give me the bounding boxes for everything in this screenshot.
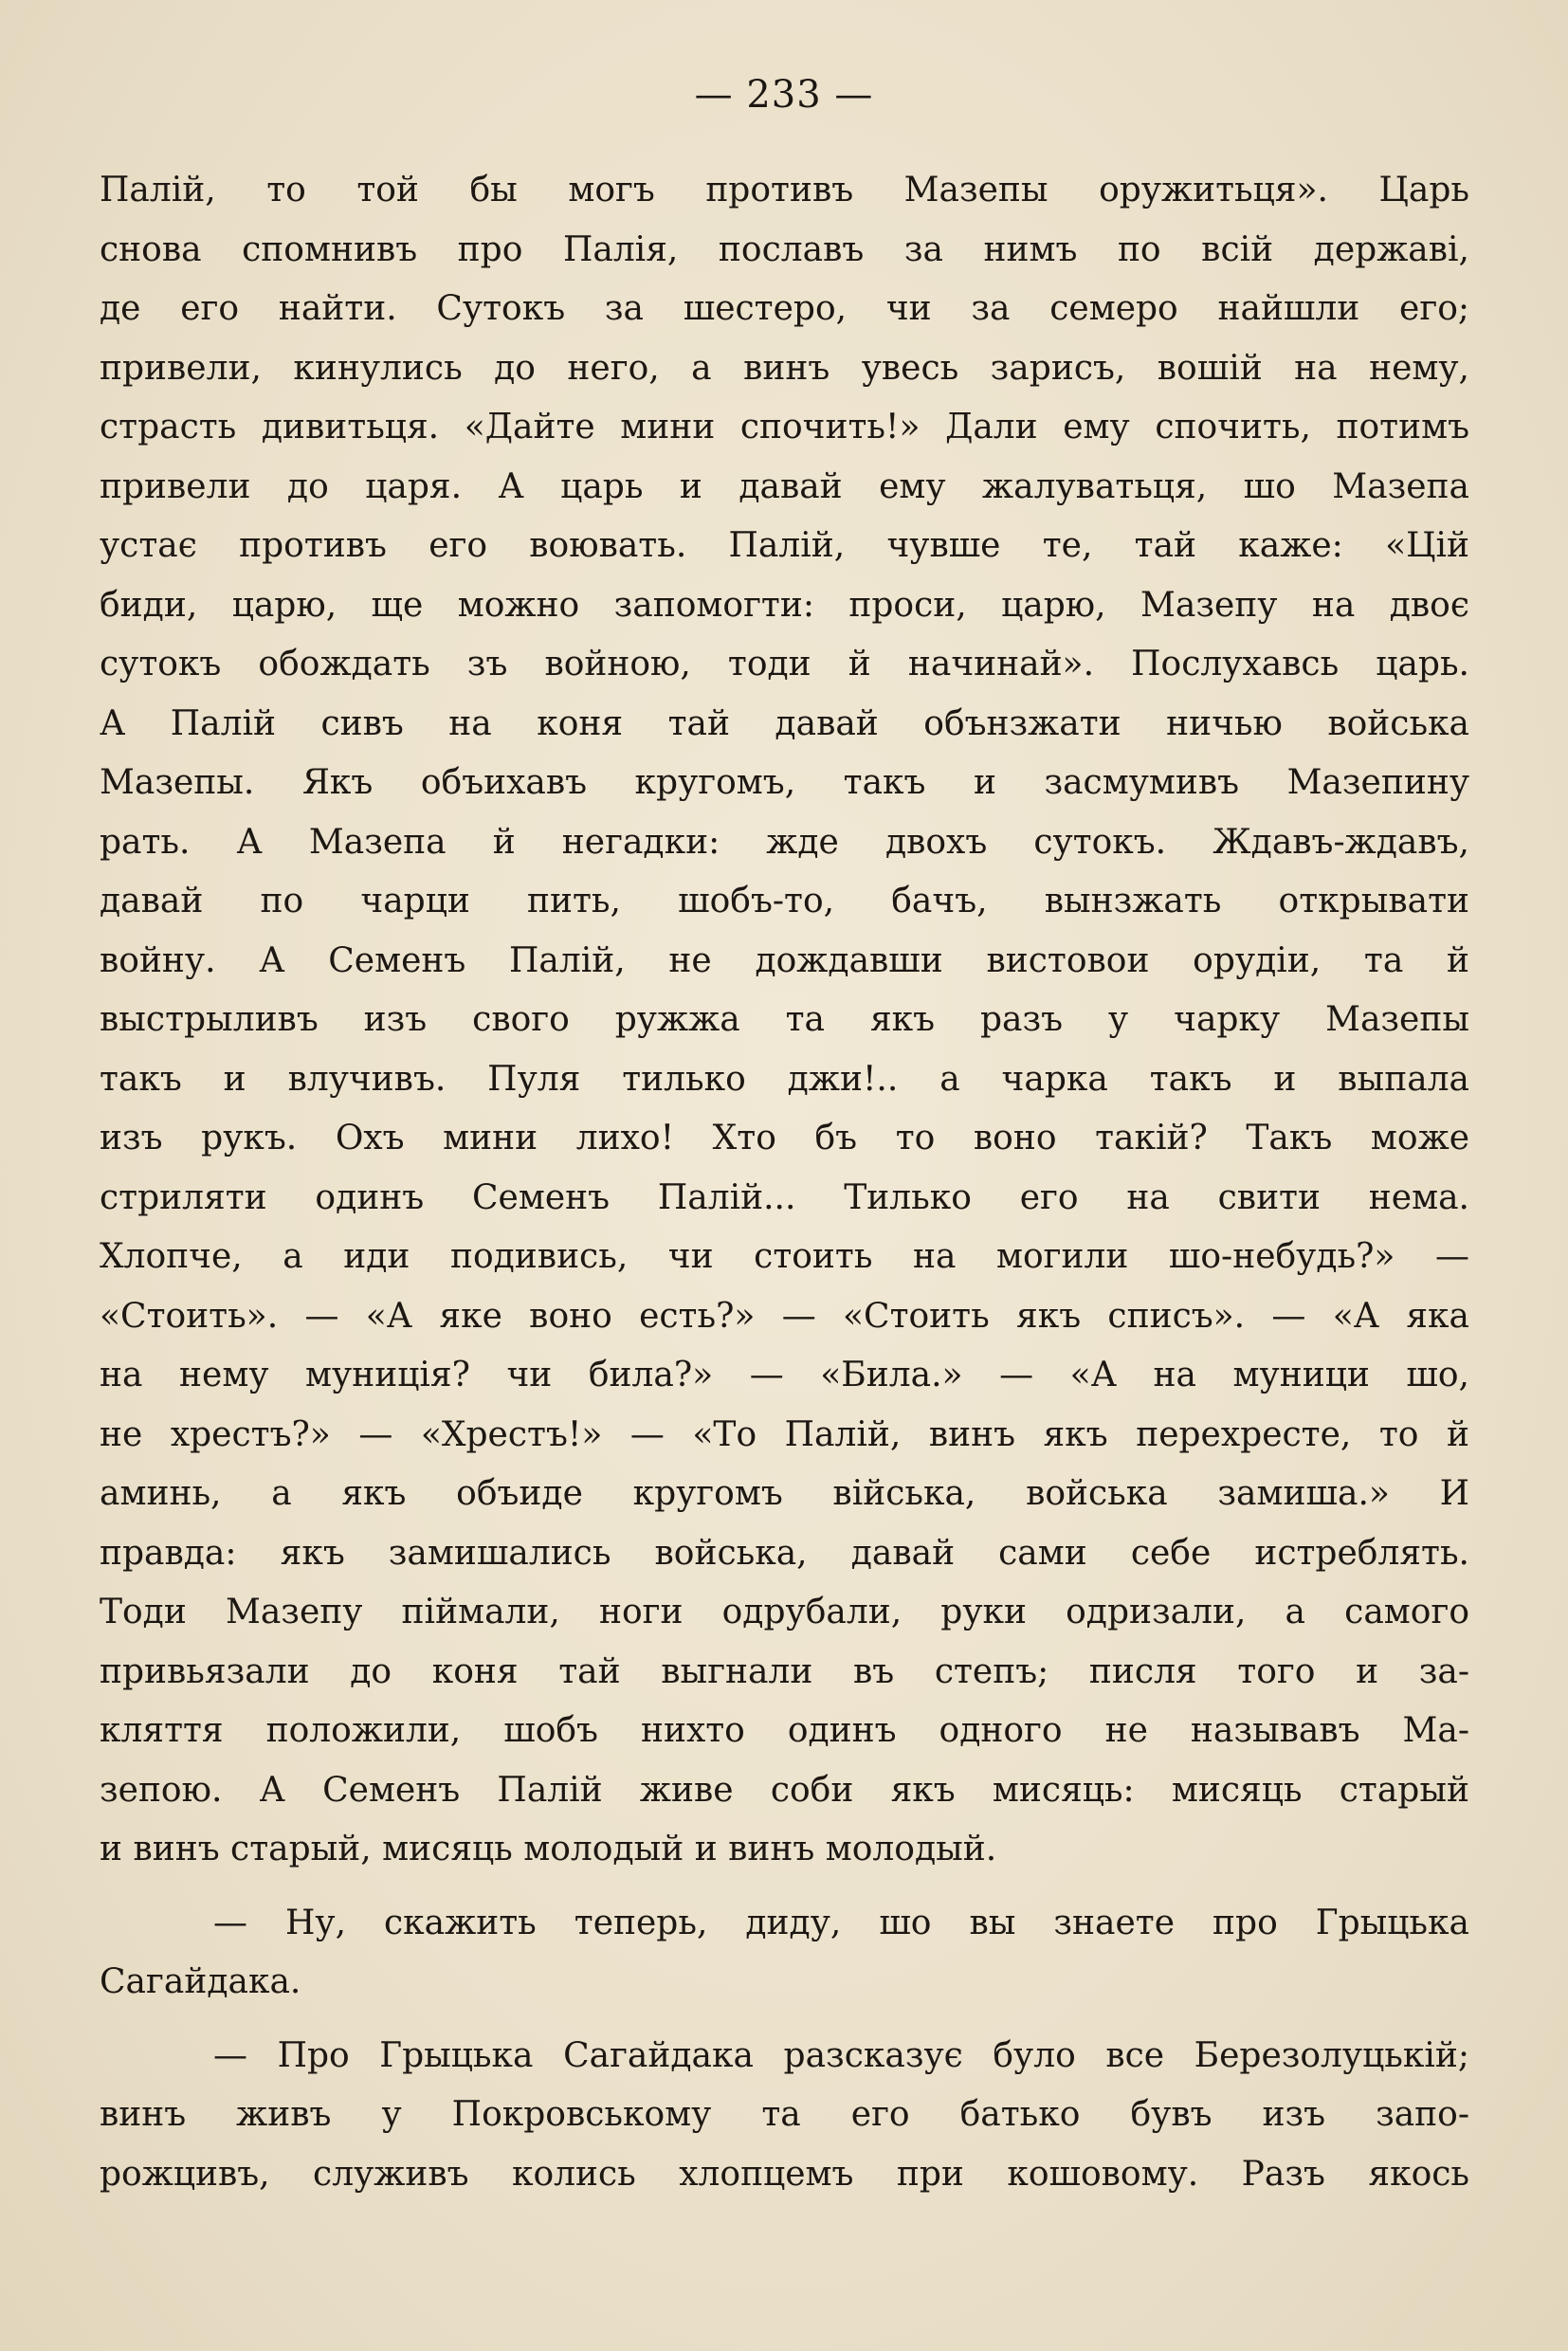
page-number: — 233 — [694, 73, 874, 117]
paragraph-1 [100, 161, 1469, 1880]
text-line: Тоди Мазепу піймали, ноги одрубали, руки одризали, а самого [100, 1593, 1469, 1631]
text-line: правда: якъ замишались войська, давай сами себе истреблять. [100, 1533, 1469, 1573]
text-line: стриляти одинъ Семенъ Палій... Тилько его на свити нема. [100, 1177, 1469, 1217]
text-line: на нему муниція? чи била?» — «Била.» — «А на муници шо, [100, 1356, 1469, 1394]
paragraph-gap [100, 2013, 1469, 2027]
text-line: и винъ старый, мисяць молодый и винъ молодый. [100, 1830, 997, 1868]
text-line: Мазепы. Якъ объихавъ кругомъ, такъ и засмумивъ Мазепину [100, 763, 1469, 802]
text-line: выстрыливъ изъ свого ружжа та якъ разъ у чарку Мазепы [100, 1000, 1469, 1039]
text-line: «Стоить». — «А яке воно есть?» — «Стоить якъ списъ». — «А яка [100, 1296, 1469, 1336]
text-line: Сагайдака. [100, 1962, 301, 2001]
text-line: Хлопче, а иди подивись, чи стоить на могили шо-небудь?» — [100, 1237, 1469, 1276]
text-line: давай по чарци пить, шобъ-то, бачъ, вынзжать открывати [100, 882, 1469, 920]
text-line: страсть дивитьця. «Дайте мини спочить!» Дали ему спочить, потимъ [100, 408, 1469, 447]
text-line: сутокъ обождать зъ войною, тоди й начинай». Послухавсь царь. [100, 645, 1469, 683]
paragraph-2 [100, 1894, 1469, 2013]
text-line: рожцивъ, служивъ колись хлопцемъ при кошовому. Разъ якось [100, 2154, 1469, 2194]
text-line: войну. А Семенъ Палій, не дождавши вистовои орудіи, та й [100, 940, 1469, 980]
text-line: не хрестъ?» — «Хрестъ!» — «То Палій, винъ якъ перехресте, то й [100, 1414, 1469, 1454]
text-line: — Про Грыцька Сагайдака разсказує було все Березолуцькій; [213, 2035, 1469, 2075]
text-line: А Палій сивъ на коня тай давай обънзжати ничью войська [100, 703, 1469, 743]
paragraph-gap [100, 1880, 1469, 1894]
paragraph-3 [100, 2027, 1469, 2205]
text-line: аминь, а якъ объиде кругомъ війська, войська замиша.» И [100, 1474, 1469, 1513]
text-line: снова спомнивъ про Палія, пославъ за нимъ по всій державі, [100, 229, 1469, 269]
text-line: Палій, то той бы могъ противъ Мазепы оружитьця». Царь [100, 171, 1469, 210]
text-line: привьязали до коня тай выгнали въ степъ; писля того и за- [100, 1651, 1469, 1691]
text-line: биди, царю, ще можно запомогти: проси, царю, Мазепу на двоє [100, 585, 1469, 625]
text-line: — Ну, скажить теперь, диду, шо вы знаете про Грыцька [213, 1903, 1469, 1942]
text-line: изъ рукъ. Охъ мини лихо! Хто бъ то воно такій? Такъ може [100, 1119, 1469, 1157]
text-line: устає противъ его воювать. Палій, чувше те, тай каже: «Цій [100, 526, 1469, 565]
text-line: такъ и влучивъ. Пуля тилько джи!.. а чарка такъ и выпала [100, 1059, 1469, 1099]
text-line: привели до царя. А царь и давай ему жалуватьця, шо Мазепа [100, 466, 1469, 506]
page-text [100, 161, 1469, 2204]
text-line: привели, кинулись до него, а винъ увесь зарисъ, вошій на нему, [100, 348, 1469, 388]
text-line: де его найти. Сутокъ за шестеро, чи за семеро найшли его; [100, 289, 1469, 328]
text-line: кляття положили, шобъ нихто одинъ одного не называвъ Ма- [100, 1711, 1469, 1750]
text-line: рать. А Мазепа й негадки: жде двохъ сутокъ. Ждавъ-ждавъ, [100, 822, 1469, 862]
text-line: винъ живъ у Покровському та его батько бувъ изъ запо- [100, 2095, 1469, 2134]
text-line: зепою. А Семенъ Палій живе соби якъ мисяць: мисяць старый [100, 1770, 1469, 1810]
